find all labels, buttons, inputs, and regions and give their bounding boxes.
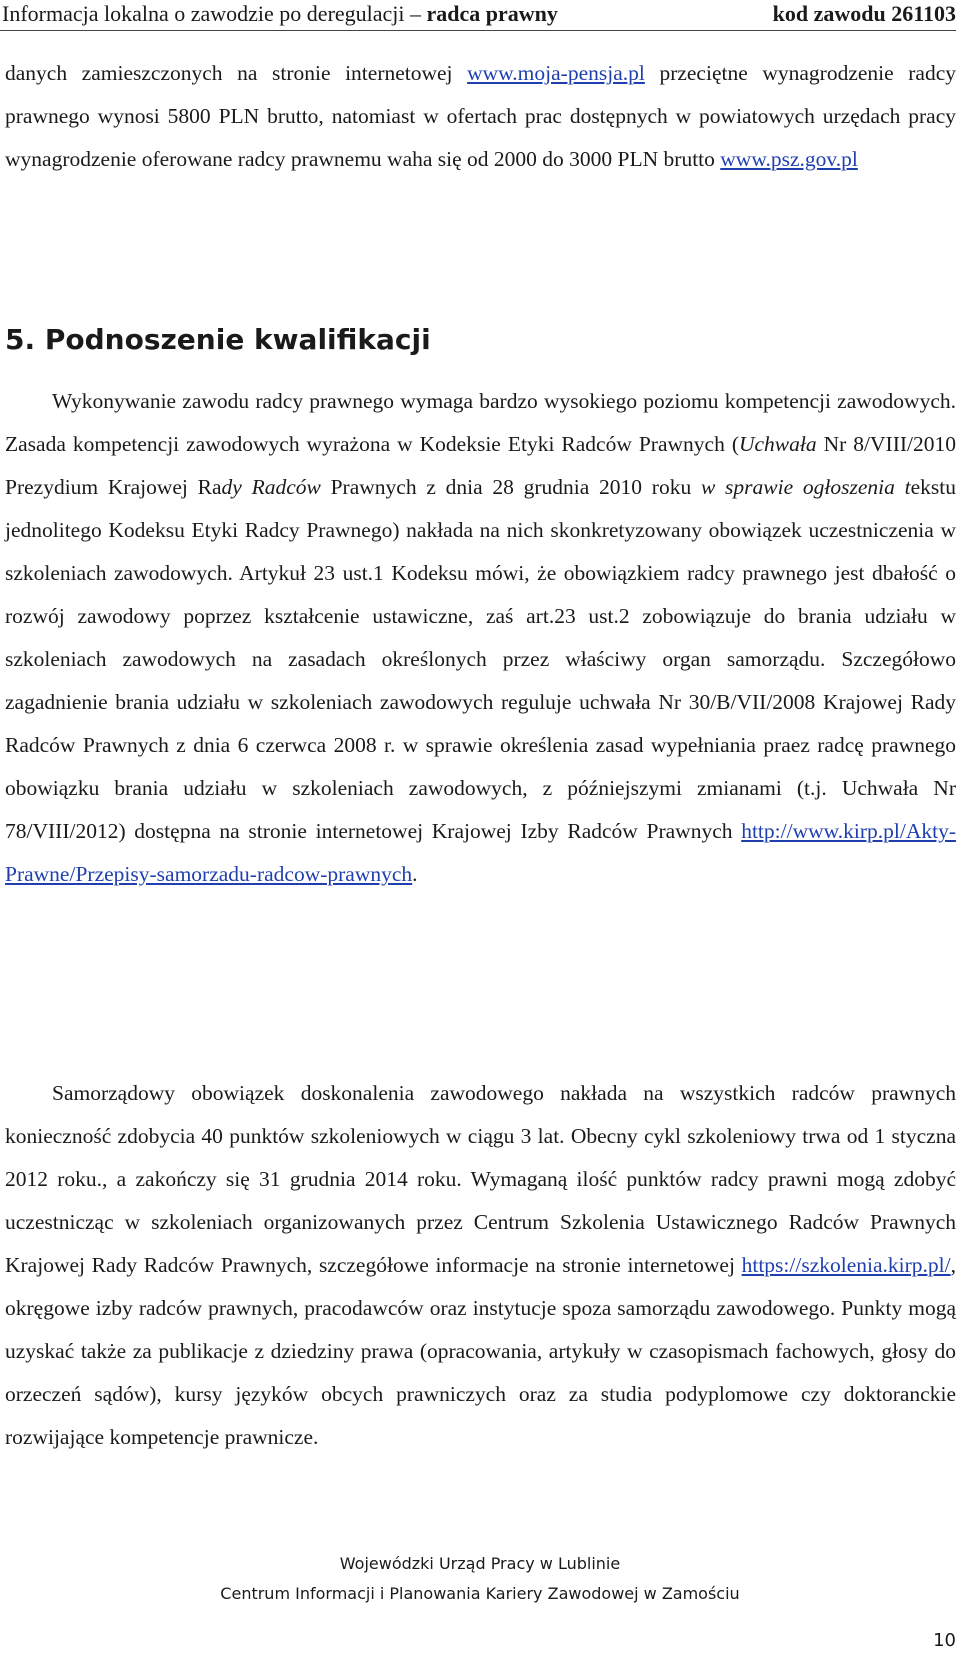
- paragraph-competence: [5, 380, 956, 896]
- link-szkolenia[interactable]: https://szkolenia.kirp.pl/: [741, 1253, 951, 1277]
- paragraph-italic: dy Radców: [221, 475, 321, 499]
- header-title-text: Informacja lokalna o zawodzie po deregulacji –: [2, 1, 422, 26]
- header-rule: [0, 30, 956, 31]
- header-title-bold: radca prawny: [426, 1, 558, 26]
- paragraph-italic: w sprawie ogłoszenia t: [700, 475, 911, 499]
- paragraph-text: Samorządowy obowiązek doskonalenia zawodowego nakłada na wszystkich radców prawnych konieczność zdobycia 40 punktów szkoleniowych w ciągu 3 lat. Obecny cykl szkoleniowy trwa od 1 styczna 2012 roku., a zakończy się 31 grudnia 2014 roku. Wymaganą ilość punktów radcy prawni mogą zdobyć uczestnicząc w szkoleniach organizowanych przez Centrum Szkolenia Ustawicznego Radców Prawnych Krajowej Rady Radców Prawnych, szczegółowe informacje na stronie internetowej: [5, 1081, 956, 1277]
- footer-center: Centrum Informacji i Planowania Kariery Zawodowej w Zamościu: [220, 1584, 740, 1603]
- section-heading: 5. Podnoszenie kwalifikacji: [5, 323, 431, 356]
- paragraph-training: [5, 1072, 956, 1459]
- header-code: kod zawodu 261103: [772, 1, 956, 26]
- header-title: [2, 0, 558, 28]
- paragraph-text: danych zamieszczonych na stronie internetowej: [5, 61, 468, 85]
- paragraph-text: , okręgowe izby radców prawnych, pracodawców oraz instytucje spoza samorządu zawodowego. Punkty mogą uzyskać także za publikacje z dziedziny prawa (opracowania, artykuły w czasopismach fachowych, głosy do orzeczeń sądów), kursy języków obcych prawniczych oraz za studia podyplomowe czy doktoranckie rozwijające kompetencje prawnicze.: [5, 1253, 956, 1449]
- paragraph-salary: [5, 52, 956, 181]
- page-number: 10: [933, 1630, 956, 1651]
- paragraph-text: .: [412, 862, 418, 886]
- paragraph-text: Wykonywanie zawodu radcy prawnego wymaga bardzo wysokiego poziomu kompetencji zawodowych. Zasada kompetencji zawodowych wyrażona w Kodeksie Etyki Radców Prawnych (: [5, 389, 956, 456]
- link-kirp[interactable]: http://www.kirp.pl/Akty-Prawne/Przepisy-samorzadu-radcow-prawnych: [5, 819, 956, 886]
- link-psz[interactable]: www.psz.gov.pl: [720, 147, 858, 171]
- paragraph-text: Prawnych z dnia 28 grudnia 2010 roku: [320, 475, 701, 499]
- paragraph-text: ekstu jednolitego Kodeksu Etyki Radcy Prawnego) nakłada na nich skonkretyzowany obowiązek uczestniczenia w szkoleniach zawodowych. Artykuł 23 ust.1 Kodeksu mówi, że obowiązkiem radcy prawnego jest dbałość o rozwój zawodowy poprzez kształcenie ustawiczne, zaś art.23 ust.2 zobowiązuje do brania udziału w szkoleniach zawodowych na zasadach określonych przez właściwy organ samorządu. Szczegółowo zagadnienie brania udziału w szkoleniach zawodowych reguluje uchwała Nr 30/B/VII/2008 Krajowej Rady Radców Prawnych z dnia 6 czerwca 2008 r. w sprawie określenia zasad wypełniania praez radcę prawnego obowiązku brania udziału w szkoleniach zawodowych, z późniejszymi zmianami (t.j. Uchwała Nr 78/VIII/2012) dostępna na stronie internetowej Krajowej Izby Radców Prawnych: [5, 475, 956, 843]
- page-header: [0, 0, 960, 28]
- paragraph-text: przeciętne wynagrodzenie radcy prawnego wynosi 5800 PLN brutto, natomiast w ofertach prac dostępnych w powiatowych urzędach pracy wynagrodzenie oferowane radcy prawnemu waha się od 2000 do 3000 PLN brutto: [5, 61, 956, 171]
- paragraph-text: Nr 8/VIII/2010 Prezydium Krajowej Ra: [5, 432, 956, 499]
- footer-institution: Wojewódzki Urząd Pracy w Lublinie: [339, 1554, 621, 1573]
- paragraph-italic: Uchwała: [738, 432, 817, 456]
- link-moja-pensja[interactable]: www.moja-pensja.pl: [467, 61, 645, 85]
